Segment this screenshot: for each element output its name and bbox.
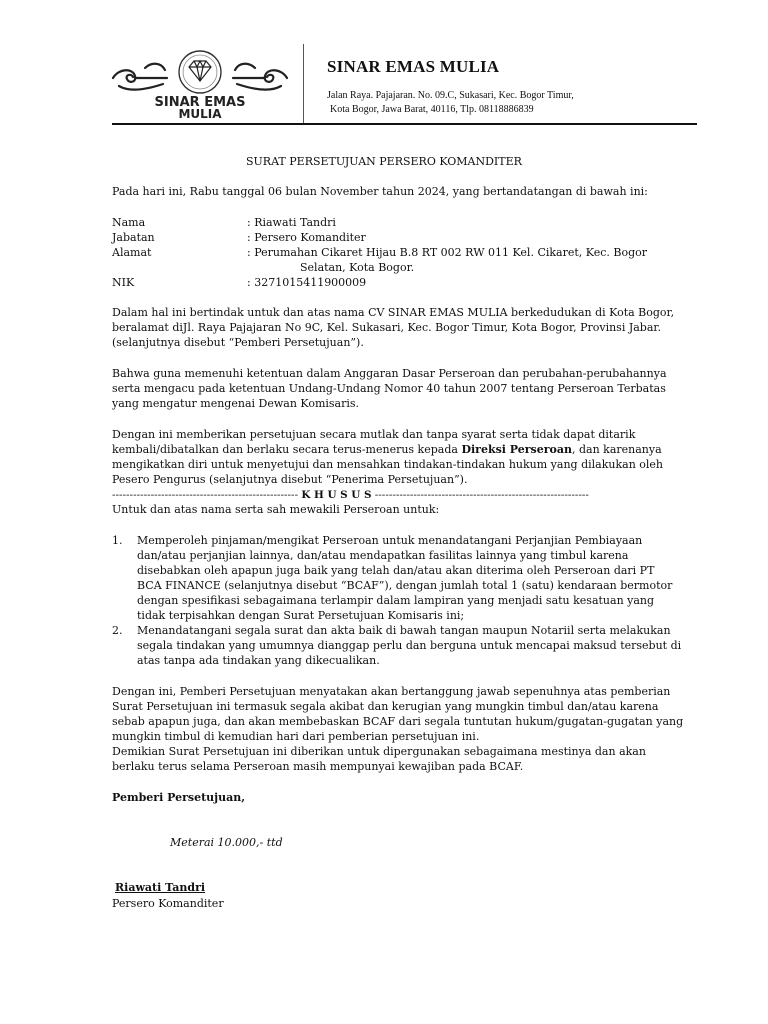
- para4-line4: mungkin timbul di kemudian hari dari pemberian persetujuan ini.: [112, 730, 480, 743]
- company-address: [327, 89, 574, 117]
- para1-line2: beralamat diJl. Raya Pajajaran No 9C, Kel. Sukasari, Kec. Bogor Timur, Kota Bogor, Provinsi Jabar.: [112, 321, 661, 334]
- logo-text-line1: SINAR EMAS: [154, 95, 246, 110]
- item1-number: 1.: [112, 534, 123, 547]
- alamat-value-line1: : Perumahan Cikaret Hijau B.8 RT 002 RW 011 Kel. Cikaret, Kec. Bogor: [247, 246, 648, 259]
- para2-line2: serta mengacu pada ketentuan Undang-Undang Nomor 40 tahun 2007 tentang Perseroan Terbatas: [112, 382, 666, 395]
- item1-line5: dengan spesifikasi sebagaimana terlampir dalam lampiran yang menjadi satu kesatuan yang: [137, 594, 655, 607]
- item2-line2: segala tindakan yang umumnya dianggap perlu dan berguna untuk mencapai maksud tersebut di: [137, 639, 682, 652]
- nik-value: : 3271015411900009: [247, 276, 367, 289]
- para3-line2-post: , dan karenanya: [572, 443, 662, 456]
- address-line-2: Kota Bogor, Jawa Barat, 40116, Tlp. 08118886839: [330, 104, 534, 115]
- para3-line2: [112, 443, 662, 458]
- company-name: SINAR EMAS MULIA: [327, 57, 500, 76]
- para5-line2: berlaku terus selama Perseroan masih mempunyai kewajiban pada BCAF.: [112, 760, 524, 773]
- para3-line2-pre: kembali/dibatalkan dan berlaku secara terus-menerus kepada: [112, 443, 462, 456]
- header-rule: [112, 123, 697, 125]
- opening-text: Pada hari ini, Rabu tanggal 06 bulan November tahun 2024, yang bertandatangan di bawah ini:: [112, 185, 648, 198]
- khusus-separator: [112, 488, 589, 503]
- khusus-intro: Untuk dan atas nama serta sah mewakili Perseroan untuk:: [112, 503, 440, 516]
- logo-text-line2: MULIA: [178, 107, 222, 121]
- para2-line1: Bahwa guna memenuhi ketentuan dalam Anggaran Dasar Perseroan dan perubahan-perubahannya: [112, 367, 667, 380]
- alamat-label: Alamat: [112, 246, 152, 259]
- para2-line3: yang mengatur mengenai Dewan Komisaris.: [112, 397, 360, 410]
- item1-line1: Memperoleh pinjaman/mengikat Perseroan untuk menandatangani Perjanjian Pembiayaan: [137, 534, 643, 547]
- jabatan-label: Jabatan: [112, 231, 155, 244]
- meterai-note: Meterai 10.000,- ttd: [170, 836, 283, 849]
- item2-number: 2.: [112, 624, 123, 637]
- khusus-dashes-left: -----------------------------------------------------: [112, 489, 299, 501]
- company-logo: [105, 48, 295, 122]
- jabatan-value: : Persero Komanditer: [247, 231, 366, 244]
- para5-line1: Demikian Surat Persetujuan ini diberikan untuk dipergunakan sebagaimana mestinya dan akan: [112, 745, 646, 758]
- alamat-value-line2: Selatan, Kota Bogor.: [300, 261, 415, 274]
- direksi-perseroan-bold: Direksi Perseroan: [461, 443, 572, 456]
- para4-line2: Surat Persetujuan ini termasuk segala akibat dan kerugian yang mungkin timbul dan/atau karena: [112, 700, 659, 713]
- para3-line1: Dengan ini memberikan persetujuan secara mutlak dan tanpa syarat serta tidak dapat ditarik: [112, 428, 636, 441]
- nik-label: NIK: [112, 276, 135, 289]
- para4-line1: Dengan ini, Pemberi Persetujuan menyatakan akan bertanggung jawab sepenuhnya atas pemberian: [112, 685, 671, 698]
- item1-line6: tidak terpisahkan dengan Surat Persetujuan Komisaris ini;: [137, 609, 465, 622]
- signature-heading: Pemberi Persetujuan,: [112, 791, 246, 804]
- para1-line1: Dalam hal ini bertindak untuk dan atas nama CV SINAR EMAS MULIA berkedudukan di Kota Bogor,: [112, 306, 675, 319]
- item2-line3: atas tanpa ada tindakan yang dikecualikan.: [137, 654, 380, 667]
- document-title: SURAT PERSETUJUAN PERSERO KOMANDITER: [246, 155, 522, 168]
- item1-line3: disebabkan oleh apapun juga baik yang telah dan/atau akan diterima oleh Perseroan dari PT: [137, 564, 655, 577]
- khusus-label: K H U S U S: [301, 489, 372, 501]
- para3-line3: mengikatkan diri untuk menyetujui dan mensahkan tindakan-tindakan hukum yang dilakukan oleh: [112, 458, 664, 471]
- para3-line4: Pesero Pengurus (selanjutnya disebut “Penerima Persetujuan”).: [112, 473, 468, 486]
- item1-line4: BCA FINANCE (selanjutnya disebut “BCAF”), dengan jumlah total 1 (satu) kendaraan bermotor: [137, 579, 673, 592]
- nama-label: Nama: [112, 216, 146, 229]
- para4-line3: sebab apapun juga, dan akan membebaskan BCAF dari segala tuntutan hukum/gugatan-gugatan yang: [112, 715, 684, 728]
- header-divider: [303, 44, 304, 124]
- signatory-name: Riawati Tandri: [115, 881, 206, 894]
- address-line-1: Jalan Raya. Pajajaran. No. 09.C, Sukasari, Kec. Bogor Timur,: [327, 90, 574, 101]
- para1-line3: (selanjutnya disebut “Pemberi Persetujuan”).: [112, 336, 364, 349]
- item2-line1: Menandatangani segala surat dan akta baik di bawah tangan maupun Notariil serta melakukan: [137, 624, 671, 637]
- khusus-dashes-right: -------------------------------------------------------------: [374, 489, 589, 501]
- nama-value: : Riawati Tandri: [247, 216, 336, 229]
- item1-line2: dan/atau perjanjian lainnya, dan/atau mendapatkan fasilitas lainnya yang timbul karena: [137, 549, 629, 562]
- signatory-position: Persero Komanditer: [112, 897, 224, 910]
